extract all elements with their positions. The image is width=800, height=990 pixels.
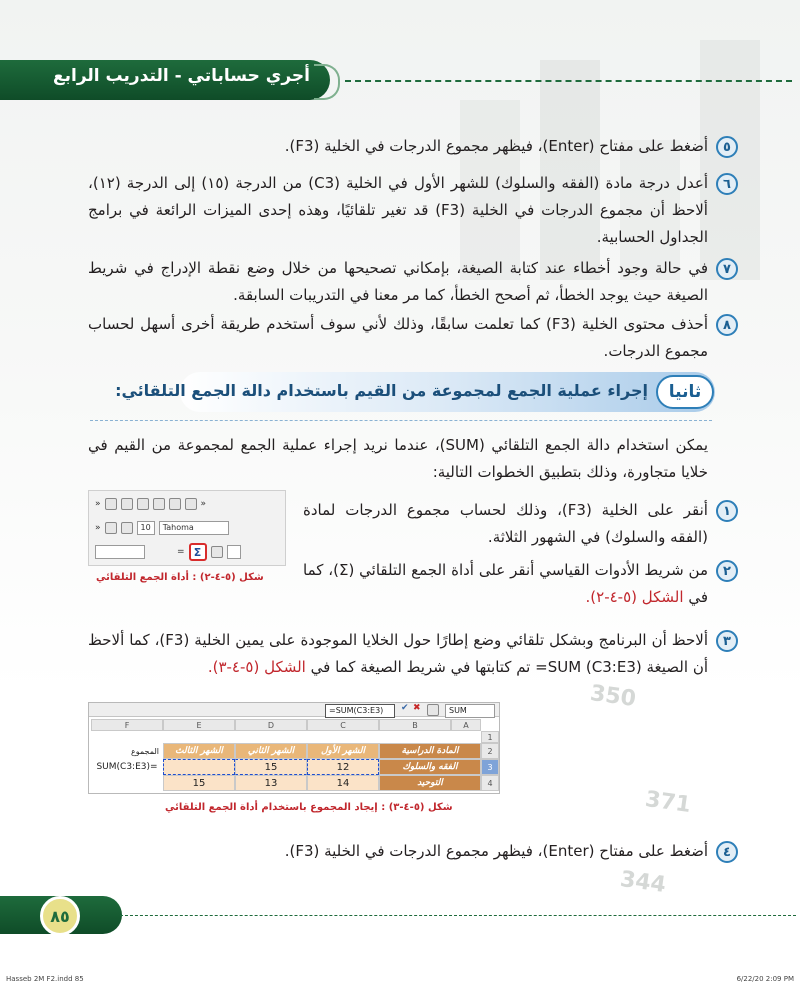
bg-number: 350 (588, 680, 638, 713)
step-4 (88, 838, 731, 865)
step-number-badge: ٢ (716, 560, 738, 582)
table-cell[interactable]: 14 (307, 775, 379, 791)
step-7 (88, 255, 731, 309)
step-5 (88, 133, 731, 160)
step-1 (303, 497, 731, 551)
toolbar-row-format (89, 517, 285, 539)
table-header-cell[interactable]: المادة الدراسية (379, 743, 481, 759)
bg-number: 344 (618, 866, 668, 899)
font-size-select[interactable]: 10 (137, 521, 155, 535)
step-text: أنقر على الخلية (F3)، وذلك لحساب مجموع الدرجات لمادة (الفقه والسلوك) في الشهور الثلاثة. (303, 501, 708, 546)
font-name-select[interactable]: Tahoma (159, 521, 229, 535)
table-cell[interactable]: 15 (235, 759, 307, 775)
equals-icon[interactable]: = (177, 547, 185, 557)
name-box[interactable] (95, 545, 145, 559)
step-text: في حالة وجود أخطاء عند كتابة الصيغة، بإمكاني تصحيحها من خلال وضع نقطة الإدراج في شريط الصيغة حيث يوجد الخطأ، ثم أصحح الخطأ، كما مر معنا في التدريبات السابقة. (88, 259, 708, 304)
copy-icon[interactable] (153, 498, 165, 510)
accept-icon[interactable]: ✔ (401, 703, 409, 713)
save-icon[interactable] (105, 498, 117, 510)
dropdown-arrow-icon[interactable] (227, 545, 241, 559)
toolbar-row-standard (89, 493, 285, 515)
step-3 (88, 627, 731, 681)
step-2 (303, 557, 731, 611)
step-number-badge: ٧ (716, 258, 738, 280)
function-icon[interactable] (427, 704, 439, 716)
step-number-badge: ٣ (716, 630, 738, 652)
column-header[interactable]: D (235, 719, 307, 731)
page-number: ٨٥ (40, 896, 80, 936)
table-cell[interactable]: 15 (163, 775, 235, 791)
overflow-icon[interactable]: » (200, 499, 207, 509)
step-text: أضغط على مفتاح (Enter)، فيظهر مجموع الدرجات في الخلية (F3). (284, 137, 708, 155)
step-number-badge: ٤ (716, 841, 738, 863)
italic-icon[interactable] (121, 522, 133, 534)
header-divider (345, 80, 792, 82)
column-header[interactable]: B (379, 719, 451, 731)
step-text: أضغط على مفتاح (Enter)، فيظهر مجموع الدرجات في الخلية (F3). (284, 842, 708, 860)
autosum-icon[interactable]: Σ (189, 543, 207, 561)
name-box[interactable]: SUM (445, 704, 495, 718)
toolbar-row-formula (89, 541, 285, 563)
overflow-icon[interactable]: » (95, 499, 101, 509)
cancel-icon[interactable]: ✖ (413, 703, 421, 713)
preview-icon[interactable] (137, 498, 149, 510)
section-intro (88, 432, 708, 486)
step-number-badge: ١ (716, 500, 738, 522)
column-header[interactable]: A (451, 719, 481, 731)
row-header[interactable]: 4 (481, 775, 499, 791)
print-slug-date: 6/22/20 2:09 PM (736, 975, 794, 983)
step-text: أحذف محتوى الخلية (F3) كما تعلمت سابقًا، وذلك لأني سوف أستخدم طريقة أخرى أسهل لحساب مجموع الدرجات. (88, 315, 708, 360)
section-title: إجراء عملية الجمع لمجموعة من القيم باستخدام دالة الجمع التلقائي: (115, 381, 648, 400)
intro-text: يمكن استخدام دالة الجمع التلقائي (SUM)، عندما نريد إجراء عملية الجمع لمجموعة من القيم في خلايا متجاورة، وذلك بتطبيق الخطوات التالية: (88, 436, 708, 481)
formula-bar (89, 703, 499, 717)
bg-number: 371 (643, 786, 693, 819)
figure-reference-link[interactable]: الشكل (٥-٤-٢). (585, 588, 684, 606)
table-header-cell[interactable]: الشهر الثالث (163, 743, 235, 759)
step-text: أعدل درجة مادة (الفقه والسلوك) للشهر الأول في الخلية (C3) من الدرجة (١٥) إلى الدرجة (١٢)، ألاحظ أن مجموع الدرجات في الخلية (F3) قد تغير تلقائيًا، وهذه إحدى الميزات الرائعة في برامج الجداول الحسابية. (88, 174, 708, 246)
total-label-cell[interactable]: المجموع (131, 746, 159, 756)
table-cell[interactable] (163, 759, 235, 775)
spreadsheet-figure (88, 702, 500, 794)
column-header[interactable]: E (163, 719, 235, 731)
step-number-badge: ٥ (716, 136, 738, 158)
table-header-cell[interactable]: الشهر الثاني (235, 743, 307, 759)
figure-reference-link[interactable]: الشكل (٥-٤-٣). (207, 658, 306, 676)
print-icon[interactable] (121, 498, 133, 510)
figure-caption: شكل (٥-٤-٢) : أداة الجمع التلقائي (96, 572, 264, 583)
footer-divider (120, 915, 796, 916)
table-cell[interactable]: الفقه والسلوك (379, 759, 481, 775)
bold-icon[interactable] (105, 522, 117, 534)
active-cell-f3[interactable]: SUM(C3:E3)= (96, 762, 158, 772)
toolbar-figure (88, 490, 286, 566)
overflow-icon[interactable]: » (95, 523, 101, 533)
step-text: من شريط الأدوات القياسي أنقر على أداة الجمع التلقائي (Σ)، كما في (303, 561, 708, 606)
print-slug-file: Hasseb 2M F2.indd 85 (6, 975, 84, 983)
table-cell[interactable]: التوحيد (379, 775, 481, 791)
table-cell[interactable]: 12 (307, 759, 379, 775)
row-header[interactable]: 1 (481, 731, 499, 743)
function-wizard-icon[interactable] (211, 546, 223, 558)
step-8 (88, 311, 731, 365)
section-divider (90, 420, 712, 421)
section-badge: ثانيا (656, 375, 714, 409)
formula-input[interactable]: =SUM(C3:E3) (325, 704, 395, 718)
row-header-selected[interactable]: 3 (481, 759, 499, 775)
page-title: أجري حساباتي - التدريب الرابع (53, 66, 310, 86)
step-number-badge: ٨ (716, 314, 738, 336)
undo-icon[interactable] (185, 498, 197, 510)
figure-caption: شكل (٥-٤-٣) : إيجاد المجموع باستخدام أداة الجمع التلقائي (165, 802, 453, 813)
column-header[interactable]: F (91, 719, 163, 731)
column-header[interactable]: C (307, 719, 379, 731)
table-header-cell[interactable]: الشهر الأول (307, 743, 379, 759)
step-text: ألاحظ أن البرنامج وبشكل تلقائي وضع إطارًا حول الخلايا الموجودة على يمين الخلية (F3)، كما ألاحظ أن الصيغة (C3:E3) SUM= تم كتابتها في شريط الصيغة كما في (88, 631, 708, 676)
step-number-badge: ٦ (716, 173, 738, 195)
step-6 (88, 170, 731, 251)
row-header[interactable]: 2 (481, 743, 499, 759)
paste-icon[interactable] (169, 498, 181, 510)
table-cell[interactable]: 13 (235, 775, 307, 791)
